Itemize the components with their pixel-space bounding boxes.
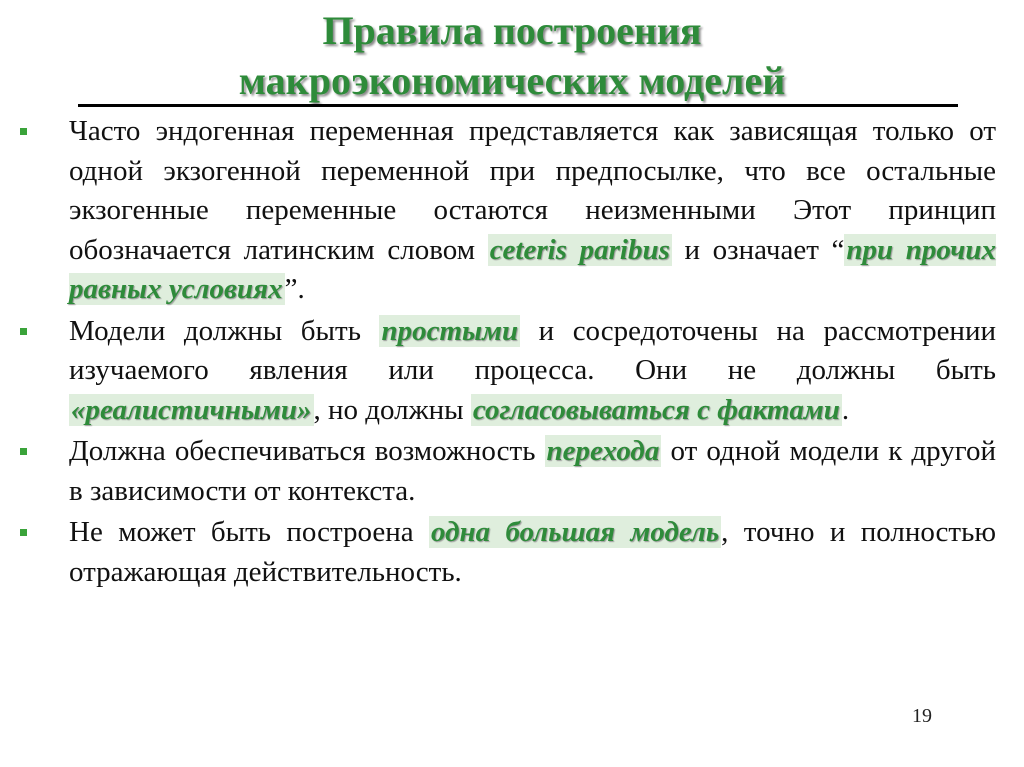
bullet-item-model-transition [20, 432, 996, 511]
bullet-marker-icon [20, 529, 27, 536]
page-number: 19 [912, 705, 932, 727]
highlight-term: простыми [381, 314, 519, 347]
bullet-text: , точно и полностью отражающая действительность. [69, 516, 996, 588]
bullet-item-no-big-model [20, 513, 996, 592]
slide-title [0, 6, 1024, 106]
bullet-list [20, 112, 996, 594]
title-divider [78, 104, 958, 107]
bullet-text: ”. [284, 273, 305, 305]
title-line-2: макроэкономических моделей [238, 58, 786, 103]
highlight-term: при прочих равных условиях [69, 233, 996, 305]
bullet-text: . [841, 393, 850, 426]
bullet-text: и сосредоточены на рассмотрении изучаемого явления или процесса. Они не должны быть [69, 314, 996, 386]
bullet-item-ceteris-paribus [20, 112, 996, 310]
highlight-term: перехода [546, 435, 660, 467]
bullet-text: и означает “ [671, 233, 845, 266]
bullet-marker-icon [20, 328, 27, 335]
bullet-text: Часто эндогенная переменная представляется как зависящая только от одной экзогенной переменной при предпосылке, что все остальные экзогенные переменные остаются неизменными Этот принцип обозначается латинским словом [69, 115, 996, 266]
highlight-term: «реалистичными» [71, 393, 312, 426]
highlight-term: согласовываться с фактами [472, 393, 840, 426]
bullet-text: Должна обеспечиваться возможность [69, 435, 545, 467]
bullet-text: от одной модели к другой в зависимости от контекста. [69, 435, 996, 507]
title-line-1: Правила построения [322, 8, 702, 53]
highlight-term: ceteris paribus [489, 233, 670, 266]
bullet-marker-icon [20, 448, 27, 455]
bullet-text: , но должны [313, 393, 471, 426]
highlight-term: одна большая модель [431, 516, 720, 548]
bullet-text: Не может быть построена [69, 516, 430, 548]
bullet-marker-icon [20, 128, 27, 135]
bullet-item-simple-models [20, 312, 996, 431]
bullet-text: Модели должны быть [69, 314, 380, 347]
